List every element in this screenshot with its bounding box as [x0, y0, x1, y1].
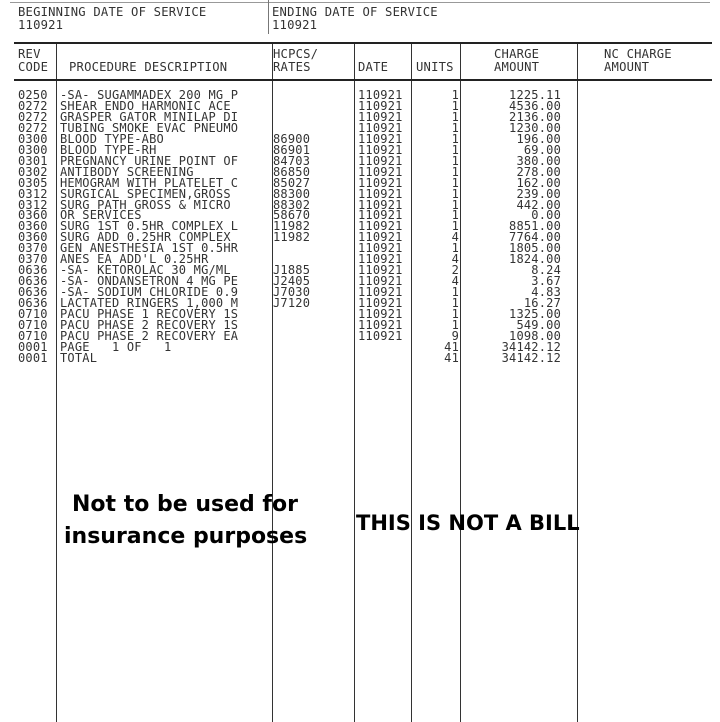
- cell-date: 110921: [358, 109, 403, 124]
- cell-date: 110921: [358, 317, 403, 332]
- cell-description: TOTAL: [60, 350, 98, 365]
- cell-charge-amount: 69.00: [523, 142, 561, 157]
- cell-units: 1: [451, 186, 459, 201]
- cell-charge-amount: 278.00: [516, 164, 561, 179]
- cell-description: PACU PHASE 2 RECOVERY 1S: [60, 317, 239, 332]
- cell-charge-amount: 1225.11: [509, 88, 561, 102]
- cell-units: 1: [451, 208, 459, 223]
- cell-hcpcs: 86850: [273, 164, 311, 179]
- beginning-date-value: 110921: [18, 18, 64, 32]
- cell-date: 110921: [358, 186, 403, 201]
- cell-rev-code: 0636: [18, 274, 48, 289]
- cell-hcpcs: 11982: [273, 230, 311, 245]
- cell-rev-code: 0305: [18, 175, 48, 190]
- beginning-date-label: BEGINNING DATE OF SERVICE: [18, 5, 207, 19]
- cell-rev-code: 0272: [18, 98, 48, 113]
- col-header-hcpcs-2: RATES: [273, 60, 311, 74]
- cell-rev-code: 0272: [18, 120, 48, 135]
- cell-charge-amount: 4536.00: [509, 98, 561, 113]
- cell-date: 110921: [358, 153, 403, 168]
- cell-description: -SA- KETOROLAC 30 MG/ML: [60, 263, 231, 278]
- table-top-rule: [14, 42, 712, 44]
- cell-charge-amount: 34142.12: [501, 339, 561, 354]
- cell-hcpcs: J7030: [273, 285, 311, 300]
- cell-rev-code: 0360: [18, 208, 48, 223]
- cell-rev-code: 0300: [18, 142, 48, 157]
- ending-date-value: 110921: [272, 18, 318, 32]
- cell-charge-amount: 1824.00: [509, 252, 561, 267]
- cell-hcpcs: J2405: [273, 274, 311, 289]
- cell-date: 110921: [358, 142, 403, 157]
- ending-date-label: ENDING DATE OF SERVICE: [272, 5, 438, 19]
- cell-charge-amount: 3.67: [531, 274, 561, 289]
- table-row: [0, 339, 720, 354]
- cell-charge-amount: 1098.00: [509, 328, 561, 343]
- cell-rev-code: 0300: [18, 131, 48, 146]
- cell-description: BLOOD TYPE-ABO: [60, 131, 164, 146]
- cell-units: 1: [451, 131, 459, 146]
- cell-date: 110921: [358, 252, 403, 267]
- cell-units: 1: [451, 219, 459, 234]
- cell-units: 1: [451, 285, 459, 300]
- cell-charge-amount: 7764.00: [509, 230, 561, 245]
- cell-rev-code: 0360: [18, 230, 48, 245]
- cell-description: OR SERVICES: [60, 208, 142, 223]
- cell-description: GRASPER GATOR MINILAP DI: [60, 109, 239, 124]
- cell-charge-amount: 442.00: [516, 197, 561, 212]
- cell-rev-code: 0370: [18, 252, 48, 267]
- col-header-rev-1: REV: [18, 47, 41, 61]
- cell-date: 110921: [358, 120, 403, 135]
- cell-charge-amount: 16.27: [523, 296, 561, 311]
- cell-description: ANTIBODY SCREENING: [60, 164, 194, 179]
- cell-charge-amount: 239.00: [516, 186, 561, 201]
- cell-units: 9: [451, 328, 459, 343]
- cell-charge-amount: 1230.00: [509, 120, 561, 135]
- cell-date: 110921: [358, 98, 403, 113]
- table-row: [0, 350, 720, 365]
- cell-charge-amount: 1325.00: [509, 307, 561, 321]
- cell-description: SURG PATH GROSS & MICRO: [60, 197, 231, 212]
- insurance-disclaimer-line-1: Not to be used for: [72, 492, 298, 517]
- cell-units: 1: [451, 142, 459, 157]
- cell-rev-code: 0710: [18, 328, 48, 343]
- cell-units: 41: [444, 339, 459, 354]
- cell-hcpcs: 86901: [273, 142, 311, 157]
- cell-description: ANES EA ADD'L 0.25HR: [60, 252, 209, 267]
- cell-rev-code: 0250: [18, 88, 48, 102]
- cell-units: 1: [451, 88, 459, 102]
- cell-rev-code: 0302: [18, 164, 48, 179]
- cell-date: 110921: [358, 197, 403, 212]
- cell-units: 1: [451, 317, 459, 332]
- top-rule: [10, 2, 710, 3]
- cell-rev-code: 0001: [18, 350, 48, 365]
- cell-date: 110921: [358, 131, 403, 146]
- cell-rev-code: 0636: [18, 296, 48, 311]
- cell-hcpcs: J7120: [273, 296, 311, 311]
- cell-date: 110921: [358, 263, 403, 278]
- cell-date: 110921: [358, 230, 403, 245]
- cell-description: HEMOGRAM WITH PLATELET C: [60, 175, 239, 190]
- cell-charge-amount: 549.00: [516, 317, 561, 332]
- header-bottom-rule: [14, 79, 712, 81]
- col-header-date: DATE: [358, 60, 389, 74]
- cell-rev-code: 0360: [18, 219, 48, 234]
- cell-description: SHEAR ENDO HARMONIC ACE: [60, 98, 231, 113]
- col-header-nc-charge-1: NC CHARGE: [604, 47, 672, 61]
- cell-units: 1: [451, 98, 459, 113]
- cell-description: PACU PHASE 2 RECOVERY EA: [60, 328, 239, 343]
- cell-charge-amount: 0.00: [531, 208, 561, 223]
- cell-date: 110921: [358, 274, 403, 289]
- col-header-charge-1: CHARGE: [494, 47, 540, 61]
- cell-date: 110921: [358, 285, 403, 300]
- cell-charge-amount: 8851.00: [509, 219, 561, 234]
- cell-hcpcs: 84703: [273, 153, 311, 168]
- cell-date: 110921: [358, 208, 403, 223]
- cell-units: 2: [451, 263, 459, 278]
- cell-date: 110921: [358, 307, 403, 321]
- cell-date: 110921: [358, 219, 403, 234]
- cell-rev-code: 0301: [18, 153, 48, 168]
- cell-charge-amount: 8.24: [531, 263, 561, 278]
- cell-units: 1: [451, 296, 459, 311]
- cell-rev-code: 0312: [18, 186, 48, 201]
- col-header-nc-charge-2: AMOUNT: [604, 60, 650, 74]
- cell-units: 1: [451, 153, 459, 168]
- cell-description: PREGNANCY URINE POINT OF: [60, 153, 239, 168]
- cell-description: SURG ADD 0.25HR COMPLEX: [60, 230, 231, 245]
- cell-date: 110921: [358, 241, 403, 256]
- cell-charge-amount: 162.00: [516, 175, 561, 190]
- cell-description: BLOOD TYPE-RH: [60, 142, 157, 157]
- cell-charge-amount: 34142.12: [501, 350, 561, 365]
- cell-units: 4: [451, 252, 459, 267]
- cell-date: 110921: [358, 328, 403, 343]
- col-header-hcpcs-1: HCPCS/: [273, 47, 319, 61]
- cell-rev-code: 0272: [18, 109, 48, 124]
- cell-description: LACTATED RINGERS 1,000 M: [60, 296, 239, 311]
- col-header-units: UNITS: [416, 60, 454, 74]
- cell-description: -SA- SUGAMMADEX 200 MG P: [60, 88, 239, 102]
- cell-date: 110921: [358, 175, 403, 190]
- cell-date: 110921: [358, 88, 403, 102]
- cell-rev-code: 0710: [18, 307, 48, 321]
- cell-units: 1: [451, 164, 459, 179]
- cell-rev-code: 0370: [18, 241, 48, 256]
- cell-units: 1: [451, 120, 459, 135]
- cell-rev-code: 0636: [18, 285, 48, 300]
- header-divider: [268, 0, 269, 34]
- cell-date: 110921: [358, 296, 403, 311]
- col-header-rev-2: CODE: [18, 60, 49, 74]
- cell-units: 1: [451, 307, 459, 321]
- cell-charge-amount: 196.00: [516, 131, 561, 146]
- cell-hcpcs: 86900: [273, 131, 311, 146]
- cell-description: PACU PHASE 1 RECOVERY 1S: [60, 307, 239, 321]
- cell-description: SURG 1ST 0.5HR COMPLEX L: [60, 219, 239, 234]
- cell-description: GEN ANESTHESIA 1ST 0.5HR: [60, 241, 239, 256]
- cell-charge-amount: 1805.00: [509, 241, 561, 256]
- cell-rev-code: 0636: [18, 263, 48, 278]
- cell-units: 1: [451, 197, 459, 212]
- col-header-description: PROCEDURE DESCRIPTION: [69, 60, 228, 74]
- cell-units: 4: [451, 274, 459, 289]
- cell-rev-code: 0001: [18, 339, 48, 354]
- cell-charge-amount: 380.00: [516, 153, 561, 168]
- cell-hcpcs: J1885: [273, 263, 311, 278]
- cell-rev-code: 0312: [18, 197, 48, 212]
- cell-charge-amount: 2136.00: [509, 109, 561, 124]
- cell-description: -SA- SODIUM CHLORIDE 0.9: [60, 285, 239, 300]
- cell-rev-code: 0710: [18, 317, 48, 332]
- cell-units: 1: [451, 109, 459, 124]
- cell-date: 110921: [358, 164, 403, 179]
- col-header-charge-2: AMOUNT: [494, 60, 540, 74]
- cell-units: 1: [451, 175, 459, 190]
- cell-description: SURGICAL SPECIMEN,GROSS: [60, 186, 231, 201]
- cell-description: TUBING SMOKE EVAC PNEUMO: [60, 120, 239, 135]
- cell-units: 4: [451, 230, 459, 245]
- cell-description: PAGE 1 OF 1: [60, 339, 172, 354]
- cell-hcpcs: 85027: [273, 175, 311, 190]
- cell-hcpcs: 88302: [273, 197, 311, 212]
- cell-units: 41: [444, 350, 459, 365]
- cell-hcpcs: 11982: [273, 219, 311, 234]
- cell-hcpcs: 58670: [273, 208, 311, 223]
- cell-description: -SA- ONDANSETRON 4 MG PE: [60, 274, 239, 289]
- cell-charge-amount: 4.83: [531, 285, 561, 300]
- cell-hcpcs: 88300: [273, 186, 311, 201]
- not-a-bill-notice: THIS IS NOT A BILL: [356, 511, 580, 535]
- insurance-disclaimer-line-2: insurance purposes: [64, 524, 308, 549]
- cell-units: 1: [451, 241, 459, 256]
